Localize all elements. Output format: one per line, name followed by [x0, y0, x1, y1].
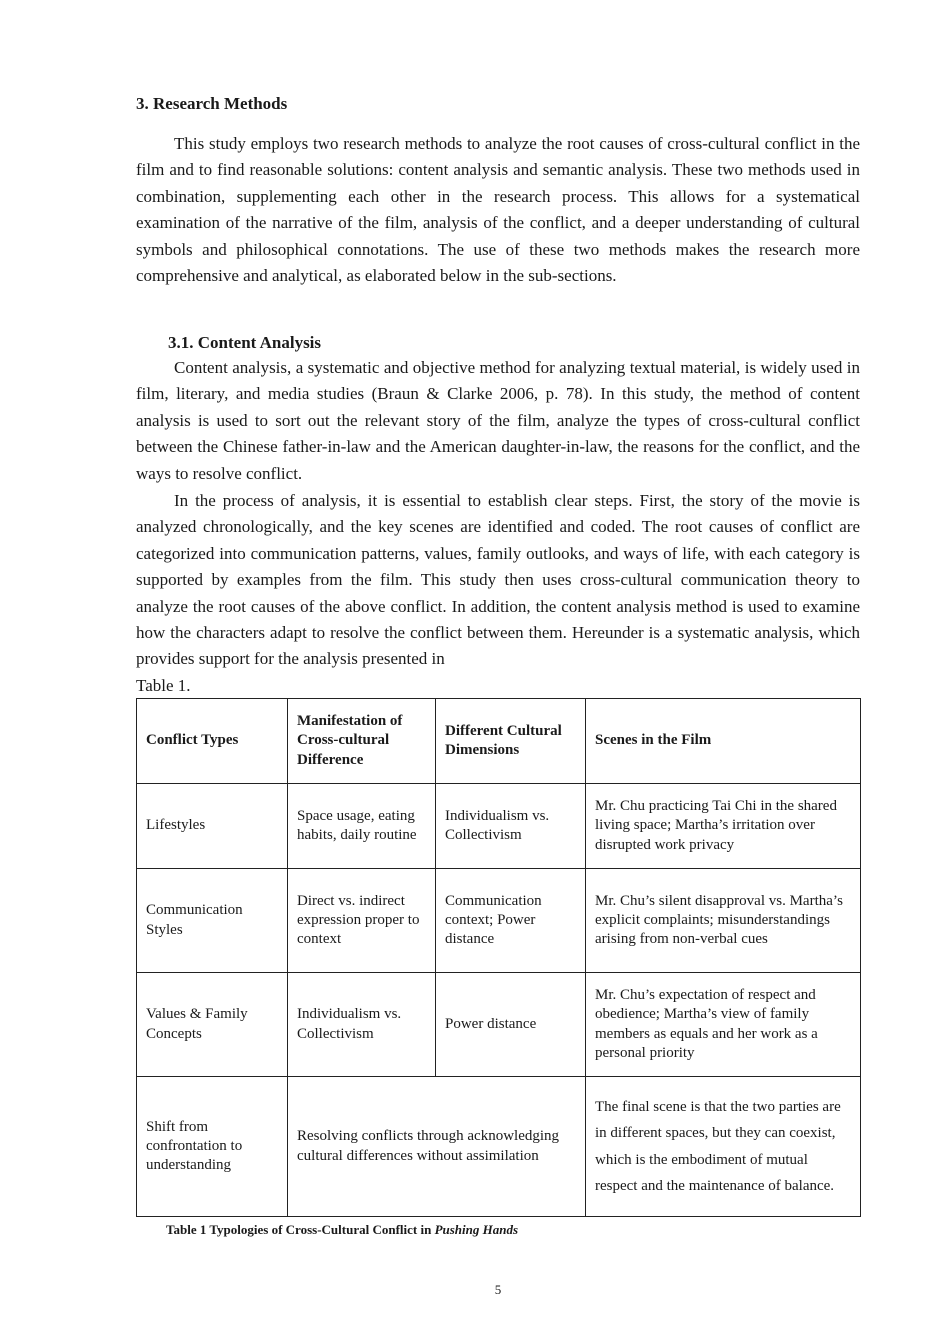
- cell-manifestation: Space usage, eating habits, daily routine: [288, 784, 436, 869]
- content-analysis-paragraph-2: In the process of analysis, it is essential to establish clear steps. First, the story of the movie is analyzed chronologically, and the key scenes are identified and coded. The root causes of conflict are categorized into communication patterns, values, family outlooks, and ways of life, with each category is supported by examples from the film. This study then uses cross-cultural communication theory to analyze the root causes of the above conflict. In addition, the content analysis method is used to examine how the characters adapt to resolve the conflict between them. Hereunder is a systematic analysis, which provides support for the analysis presented in: [136, 491, 860, 669]
- cell-conflict-type: Lifestyles: [137, 784, 288, 869]
- header-scenes: Scenes in the Film: [586, 699, 861, 784]
- cell-merged-resolution: Resolving conflicts through acknowledging cultural differences without assimilation: [288, 1077, 586, 1217]
- cell-scene: Mr. Chu’s silent disapproval vs. Martha’s explicit complaints; misunderstandings arising from non-verbal cues: [586, 869, 861, 973]
- cell-dimension: Communication context; Power distance: [436, 869, 586, 973]
- page-number: 5: [494, 1282, 502, 1297]
- table-row: [137, 1077, 861, 1217]
- table-caption: [166, 1222, 518, 1238]
- cell-conflict-type: Communication Styles: [137, 869, 288, 973]
- header-conflict-types: Conflict Types: [137, 699, 288, 784]
- table-row: [137, 784, 861, 869]
- cell-manifestation: Direct vs. indirect expression proper to context: [288, 869, 436, 973]
- cell-dimension: Individualism vs. Collectivism: [436, 784, 586, 869]
- cell-scene: Mr. Chu’s expectation of respect and obedience; Martha’s view of family members as equals and her work as a personal priority: [586, 973, 861, 1077]
- table-header-row: [137, 699, 861, 784]
- header-manifestation: Manifestation of Cross-cultural Difference: [288, 699, 436, 784]
- cell-conflict-type: Shift from confrontation to understanding: [137, 1077, 288, 1217]
- cell-scene: The final scene is that the two parties are in different spaces, but they can coexist, which is the embodiment of mutual respect and the maintenance of balance.: [586, 1077, 861, 1217]
- caption-film-title: Pushing Hands: [434, 1222, 519, 1237]
- subsection-heading: 3.1. Content Analysis: [168, 333, 322, 352]
- table-reference: Table 1.: [136, 676, 191, 695]
- content-analysis-paragraph-1: Content analysis, a systematic and objective method for analyzing textual material, is widely used in film, literary, and media studies (Braun & Clarke 2006, p. 78). In this study, the method of content analysis is used to sort out the relevant story of the film, analyze the types of cross-cultural conflict between the Chinese father-in-law and the American daughter-in-law, the reasons for the conflict, and the ways to resolve conflict.: [136, 358, 860, 483]
- table-row: [137, 973, 861, 1077]
- header-cultural-dimensions: Different Cultural Dimensions: [436, 699, 586, 784]
- intro-paragraph: This study employs two research methods to analyze the root causes of cross-cultural conflict in the film and to find reasonable solutions: content analysis and semantic analysis. These two methods used in combination, supplementing each other in the research process. This allows for a systematical examination of the narrative of the film, analysis of the conflict, and a deeper understanding of cultural symbols and philosophical connotations. The use of these two methods makes the research more comprehensive and analytical, as elaborated below in the sub-sections.: [136, 134, 860, 286]
- conflict-typology-table: [136, 698, 861, 1217]
- table-row: [137, 869, 861, 973]
- section-heading: 3. Research Methods: [136, 94, 288, 113]
- cell-conflict-type: Values & Family Concepts: [137, 973, 288, 1077]
- cell-dimension: Power distance: [436, 973, 586, 1077]
- caption-prefix: Table 1 Typologies of Cross-Cultural Conflict in: [166, 1222, 435, 1237]
- cell-scene: Mr. Chu practicing Tai Chi in the shared living space; Martha’s irritation over disrupted work privacy: [586, 784, 861, 869]
- cell-manifestation: Individualism vs. Collectivism: [288, 973, 436, 1077]
